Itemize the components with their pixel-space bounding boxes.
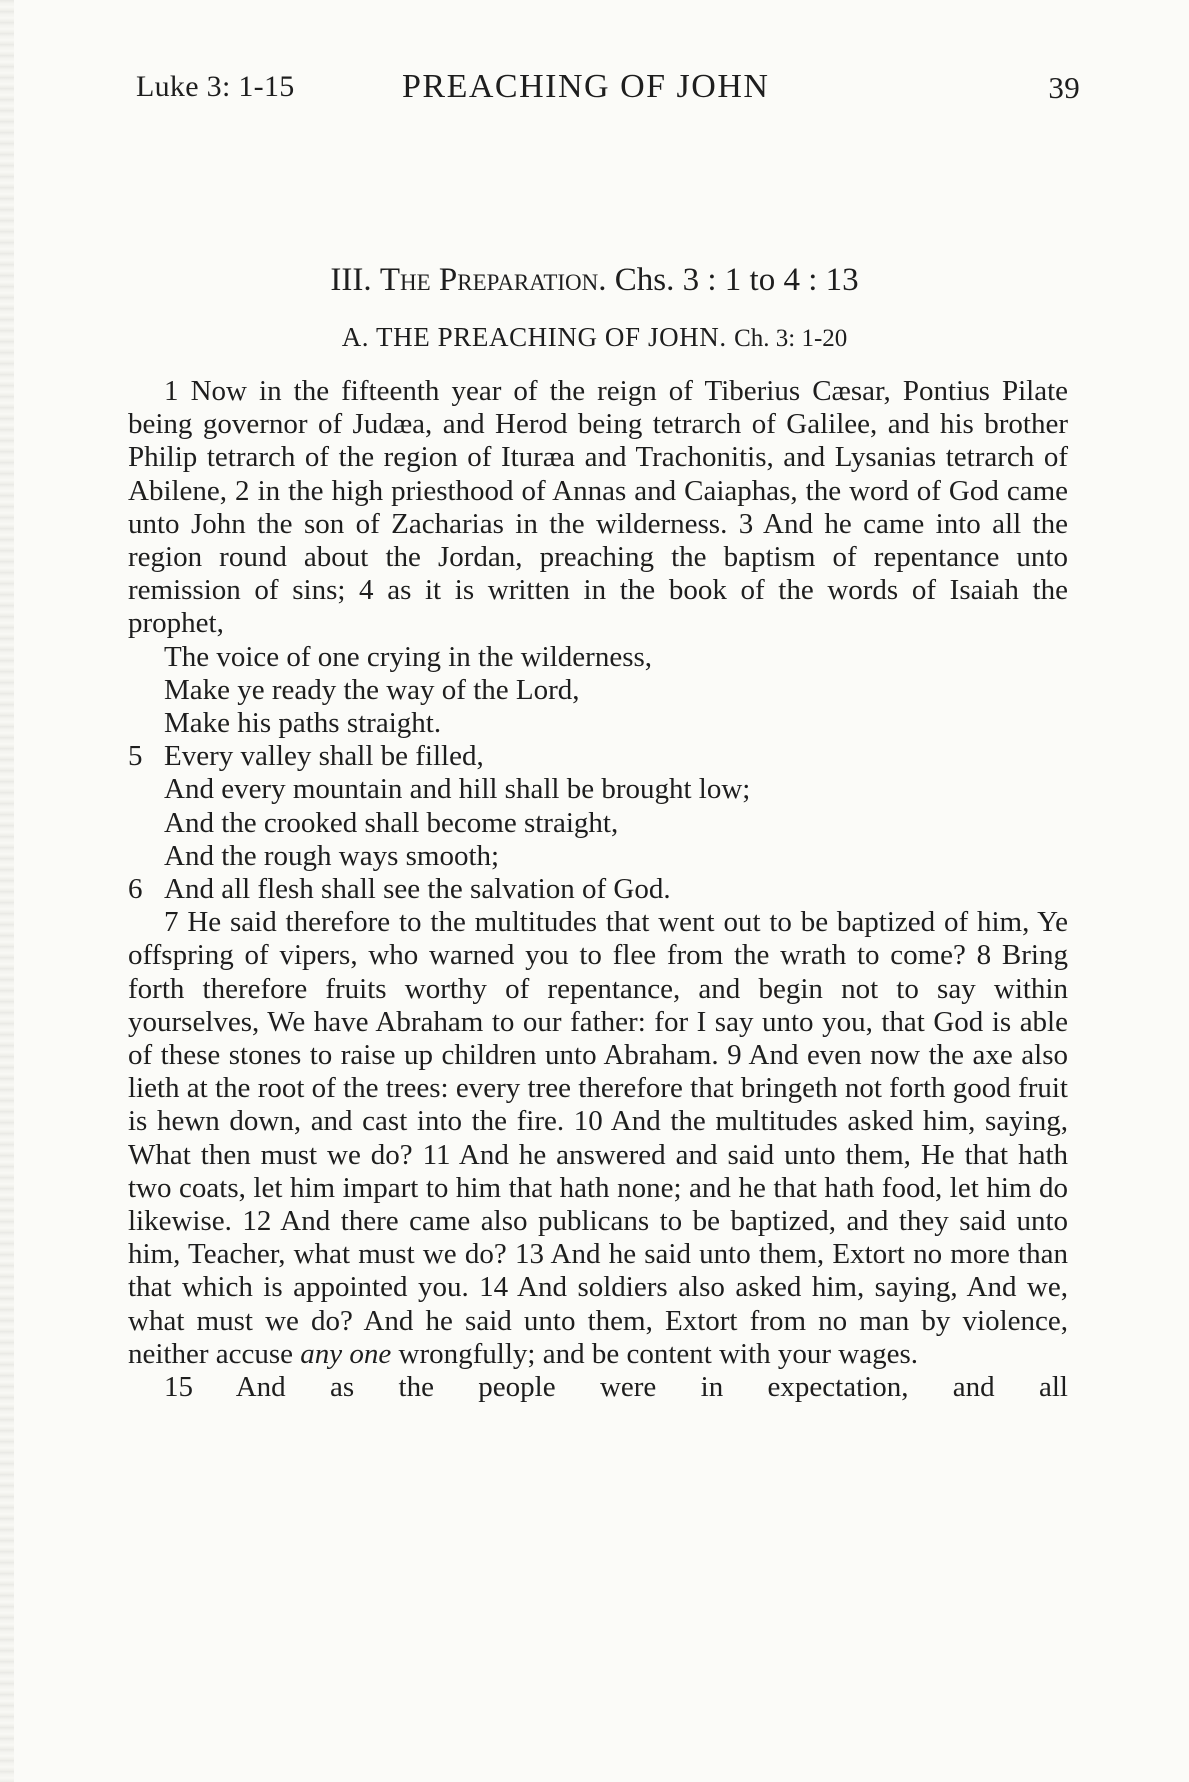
poetry-line-text: And every mountain and hill shall be brought low; — [164, 773, 751, 806]
paragraph-verse-15: 15 And as the people were in expectation, and all — [164, 1371, 1068, 1404]
italic-phrase: any one — [300, 1337, 392, 1370]
poetry-line-text: And the crooked shall become straight, — [164, 806, 619, 839]
poetry-line-text: The voice of one crying in the wilderness, — [164, 640, 653, 673]
poetry-line-text: And all flesh shall see the salvation of God. — [164, 873, 671, 906]
section-numeral: III. — [330, 262, 372, 298]
page-number: 39 — [1048, 70, 1080, 105]
poetry-line-text: Make his paths straight. — [164, 707, 442, 740]
verses-7-14-text: 7 He said therefore to the multitudes that went out to be baptized of him, Ye offspring of vipers, who warned you to flee from the wrath to come? 8 Bring forth therefore fruits worthy of repentance, and begin not to say within yourselves, We have Abraham to our father: for I say unto you, that God is able of these stones to raise up children unto Abraham. 9 And even now the axe also lieth at the root of the trees: every tree therefore that bringeth not forth good fruit is hewn down, and cast into the fire. 10 And the multitudes asked him, saying, What then must we do? 11 And he answered and said unto them, He that hath two coats, let him impart to him that hath none; and he that hath food, let him do likewise. 12 And there came also publicans to be baptized, and they said unto him, Teacher, what must we do? 13 And he said unto them, Extort no more than that which is appointed you. 14 And soldiers also asked him, saying, And we, what must we do? And he said unto them, Extort from no man by violence, neither accuse — [128, 906, 1068, 1370]
running-title: PREACHING OF JOHN — [402, 68, 770, 105]
section-heading — [0, 262, 1189, 299]
poetry-block-verses-4-6 — [128, 641, 1068, 907]
poetry-line-text: And the rough ways smooth; — [164, 839, 500, 872]
poetry-line — [128, 773, 1068, 806]
poetry-line — [128, 674, 1068, 707]
verses-14-end-text: wrongfully; and be content with your wages. — [398, 1337, 919, 1370]
verse-number: 6 — [128, 873, 143, 906]
poetry-line — [128, 707, 1068, 740]
scripture-text — [128, 375, 1068, 1404]
subsection-range: Ch. 3: 1-20 — [734, 325, 848, 352]
paragraph-verses-7-14 — [128, 906, 1068, 1371]
section-title: The Preparation. — [379, 262, 607, 298]
subsection-title: A. THE PREACHING OF JOHN. — [341, 322, 727, 352]
poetry-line — [128, 873, 1068, 906]
poetry-line-text: Every valley shall be filled, — [164, 740, 484, 773]
subsection-heading — [0, 322, 1189, 353]
poetry-line-text: Make ye ready the way of the Lord, — [164, 673, 580, 706]
verse-number: 5 — [128, 740, 143, 773]
poetry-line — [128, 840, 1068, 873]
poetry-line — [128, 641, 1068, 674]
poetry-line — [128, 740, 1068, 773]
running-head — [136, 70, 1080, 120]
section-range: Chs. 3 : 1 to 4 : 13 — [614, 262, 859, 298]
poetry-line — [128, 807, 1068, 840]
chapter-reference: Luke 3: 1-15 — [136, 70, 295, 103]
paragraph-verses-1-4: 1 Now in the fifteenth year of the reign of Tiberius Cæsar, Pontius Pilate being governor of Judæa, and Herod being tetrarch of Galilee, and his brother Philip tetrarch of the region of Ituræa and Trachonitis, and Lysanias tetrarch of Abilene, 2 in the high priesthood of Annas and Caiaphas, the word of God came unto John the son of Zacharias in the wilderness. 3 And he came into all the region round about the Jordan, preaching the baptism of repentance unto remission of sins; 4 as it is written in the book of the words of Isaiah the prophet, — [128, 375, 1068, 640]
